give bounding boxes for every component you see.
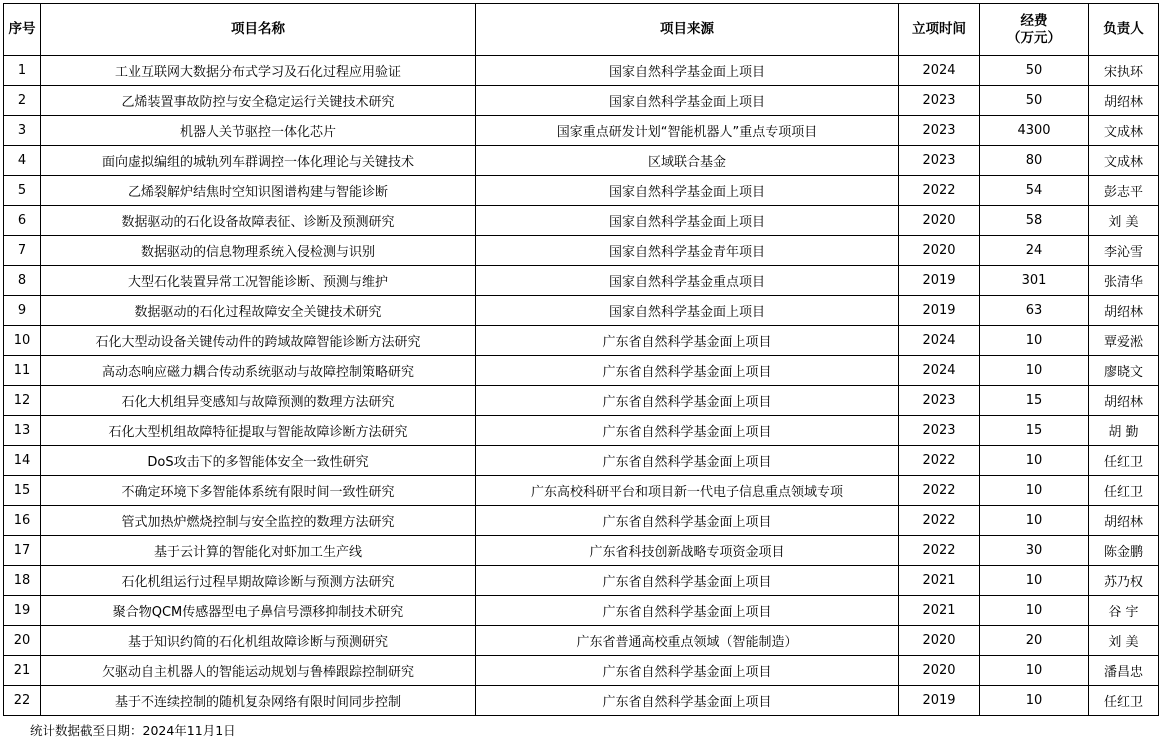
cell-funding: 10 [980,566,1089,596]
cell-num: 13 [4,416,41,446]
cell-project-source: 广东省自然科学基金面上项目 [476,596,899,626]
cell-funding: 4300 [980,116,1089,146]
cell-num: 16 [4,506,41,536]
cell-leader: 潘昌忠 [1089,656,1159,686]
cell-project-name: 石化机组运行过程早期故障诊断与预测方法研究 [41,566,476,596]
cell-leader: 任红卫 [1089,686,1159,716]
cell-year: 2023 [899,416,980,446]
cell-year: 2024 [899,326,980,356]
table-row [4,536,1159,566]
cell-project-name: 基于知识约简的石化机组故障诊断与预测研究 [41,626,476,656]
cell-project-name: 石化大型机组故障特征提取与智能故障诊断方法研究 [41,416,476,446]
cell-project-source: 国家自然科学基金面上项目 [476,176,899,206]
cell-year: 2022 [899,506,980,536]
cell-funding: 50 [980,86,1089,116]
cell-year: 2020 [899,236,980,266]
table-row [4,86,1159,116]
table-row [4,206,1159,236]
table-row [4,626,1159,656]
cell-num: 20 [4,626,41,656]
cell-leader: 陈金鹏 [1089,536,1159,566]
cell-year: 2022 [899,476,980,506]
cell-project-source: 国家自然科学基金面上项目 [476,296,899,326]
cell-project-name: 大型石化装置异常工况智能诊断、预测与维护 [41,266,476,296]
cell-num: 9 [4,296,41,326]
cell-year: 2020 [899,626,980,656]
header-num: 序号 [4,4,41,56]
cell-leader: 任红卫 [1089,476,1159,506]
cell-project-source: 国家自然科学基金重点项目 [476,266,899,296]
table-row [4,356,1159,386]
cell-funding: 10 [980,476,1089,506]
cell-num: 3 [4,116,41,146]
cell-funding: 10 [980,506,1089,536]
cell-year: 2023 [899,386,980,416]
table-row [4,116,1159,146]
projects-table [3,3,1159,716]
cell-year: 2023 [899,116,980,146]
cell-num: 7 [4,236,41,266]
cell-project-name: 管式加热炉燃烧控制与安全监控的数理方法研究 [41,506,476,536]
table-row [4,386,1159,416]
cell-num: 15 [4,476,41,506]
cell-funding: 63 [980,296,1089,326]
cell-year: 2020 [899,206,980,236]
cell-project-name: 石化大机组异变感知与故障预测的数理方法研究 [41,386,476,416]
cell-funding: 15 [980,416,1089,446]
header-year: 立项时间 [899,4,980,56]
cell-funding: 10 [980,356,1089,386]
cell-project-name: 基于云计算的智能化对虾加工生产线 [41,536,476,566]
table-row [4,506,1159,536]
table-header [4,4,1159,56]
cell-project-source: 广东省科技创新战略专项资金项目 [476,536,899,566]
cell-year: 2023 [899,86,980,116]
cell-project-name: 数据驱动的信息物理系统入侵检测与识别 [41,236,476,266]
cell-leader: 谷 宇 [1089,596,1159,626]
cell-project-source: 国家自然科学基金面上项目 [476,56,899,86]
cell-funding: 54 [980,176,1089,206]
cell-project-name: 高动态响应磁力耦合传动系统驱动与故障控制策略研究 [41,356,476,386]
header-row [4,4,1159,56]
cell-year: 2021 [899,566,980,596]
cell-num: 18 [4,566,41,596]
table-row [4,566,1159,596]
cell-num: 11 [4,356,41,386]
cell-leader: 宋执环 [1089,56,1159,86]
cell-leader: 胡 勤 [1089,416,1159,446]
cell-num: 10 [4,326,41,356]
cell-year: 2024 [899,56,980,86]
cell-year: 2019 [899,686,980,716]
cell-project-source: 广东高校科研平台和项目新一代电子信息重点领域专项 [476,476,899,506]
header-source: 项目来源 [476,4,899,56]
cell-project-name: 基于不连续控制的随机复杂网络有限时间同步控制 [41,686,476,716]
cell-leader: 胡绍林 [1089,296,1159,326]
cell-project-name: 工业互联网大数据分布式学习及石化过程应用验证 [41,56,476,86]
cell-project-source: 广东省自然科学基金面上项目 [476,386,899,416]
cell-year: 2022 [899,536,980,566]
table-row [4,146,1159,176]
table-row [4,416,1159,446]
cell-project-source: 国家重点研发计划“智能机器人”重点专项项目 [476,116,899,146]
cell-leader: 胡绍林 [1089,86,1159,116]
cell-funding: 10 [980,326,1089,356]
cell-leader: 覃爱淞 [1089,326,1159,356]
cell-funding: 58 [980,206,1089,236]
cell-project-source: 广东省自然科学基金面上项目 [476,446,899,476]
table-row [4,296,1159,326]
cell-leader: 任红卫 [1089,446,1159,476]
cell-project-source: 国家自然科学基金面上项目 [476,86,899,116]
cell-funding: 10 [980,596,1089,626]
cell-leader: 廖晓文 [1089,356,1159,386]
cell-project-source: 区域联合基金 [476,146,899,176]
cell-project-source: 广东省自然科学基金面上项目 [476,656,899,686]
table-row [4,656,1159,686]
header-funding-line2: （万元） [1007,29,1061,46]
cell-funding: 80 [980,146,1089,176]
cell-num: 14 [4,446,41,476]
cell-leader: 文成林 [1089,146,1159,176]
cell-project-source: 广东省自然科学基金面上项目 [476,686,899,716]
table-row [4,236,1159,266]
cell-project-name: 聚合物QCM传感器型电子鼻信号漂移抑制技术研究 [41,596,476,626]
cell-project-name: 机器人关节驱控一体化芯片 [41,116,476,146]
cell-year: 2019 [899,266,980,296]
header-name: 项目名称 [41,4,476,56]
cell-funding: 24 [980,236,1089,266]
cell-project-source: 广东省自然科学基金面上项目 [476,506,899,536]
cell-num: 19 [4,596,41,626]
cell-num: 1 [4,56,41,86]
cell-project-source: 广东省自然科学基金面上项目 [476,566,899,596]
table-row [4,476,1159,506]
cell-project-source: 国家自然科学基金面上项目 [476,206,899,236]
cell-funding: 15 [980,386,1089,416]
cell-num: 22 [4,686,41,716]
cell-project-name: 不确定环境下多智能体系统有限时间一致性研究 [41,476,476,506]
header-leader: 负责人 [1089,4,1159,56]
cell-leader: 胡绍林 [1089,386,1159,416]
cell-funding: 20 [980,626,1089,656]
cell-funding: 30 [980,536,1089,566]
cell-funding: 301 [980,266,1089,296]
cell-project-name: 石化大型动设备关键传动件的跨域故障智能诊断方法研究 [41,326,476,356]
table-row [4,326,1159,356]
cell-leader: 刘 美 [1089,206,1159,236]
cell-num: 5 [4,176,41,206]
cell-project-source: 广东省普通高校重点领域（智能制造） [476,626,899,656]
cell-funding: 10 [980,446,1089,476]
cell-year: 2022 [899,176,980,206]
cell-project-source: 广东省自然科学基金面上项目 [476,416,899,446]
cell-year: 2023 [899,146,980,176]
table-row [4,686,1159,716]
cell-project-name: 欠驱动自主机器人的智能运动规划与鲁棒跟踪控制研究 [41,656,476,686]
cell-leader: 李沁雪 [1089,236,1159,266]
table-row [4,266,1159,296]
cell-leader: 刘 美 [1089,626,1159,656]
cell-project-name: 面向虚拟编组的城轨列车群调控一体化理论与关键技术 [41,146,476,176]
cell-funding: 10 [980,686,1089,716]
cell-num: 4 [4,146,41,176]
cell-leader: 彭志平 [1089,176,1159,206]
cell-project-source: 广东省自然科学基金面上项目 [476,326,899,356]
cell-year: 2019 [899,296,980,326]
cell-year: 2022 [899,446,980,476]
cell-num: 21 [4,656,41,686]
cell-project-name: DoS攻击下的多智能体安全一致性研究 [41,446,476,476]
cell-project-source: 广东省自然科学基金面上项目 [476,356,899,386]
cell-num: 6 [4,206,41,236]
header-funding-line1: 经费 [1020,12,1048,29]
cell-project-source: 国家自然科学基金青年项目 [476,236,899,266]
header-funding [980,4,1089,56]
cell-project-name: 乙烯装置事故防控与安全稳定运行关键技术研究 [41,86,476,116]
footnote: 统计数据截至日期：2024年11月1日 [30,723,236,738]
cell-num: 17 [4,536,41,566]
cell-leader: 苏乃权 [1089,566,1159,596]
cell-leader: 文成林 [1089,116,1159,146]
cell-year: 2020 [899,656,980,686]
cell-funding: 50 [980,56,1089,86]
table-row [4,56,1159,86]
cell-project-name: 数据驱动的石化过程故障安全关键技术研究 [41,296,476,326]
table-row [4,596,1159,626]
cell-year: 2021 [899,596,980,626]
table-body [4,56,1159,716]
cell-year: 2024 [899,356,980,386]
cell-funding: 10 [980,656,1089,686]
cell-num: 8 [4,266,41,296]
table-row [4,176,1159,206]
cell-leader: 张清华 [1089,266,1159,296]
cell-num: 2 [4,86,41,116]
table-row [4,446,1159,476]
cell-project-name: 数据驱动的石化设备故障表征、诊断及预测研究 [41,206,476,236]
cell-leader: 胡绍林 [1089,506,1159,536]
cell-project-name: 乙烯裂解炉结焦时空知识图谱构建与智能诊断 [41,176,476,206]
cell-num: 12 [4,386,41,416]
